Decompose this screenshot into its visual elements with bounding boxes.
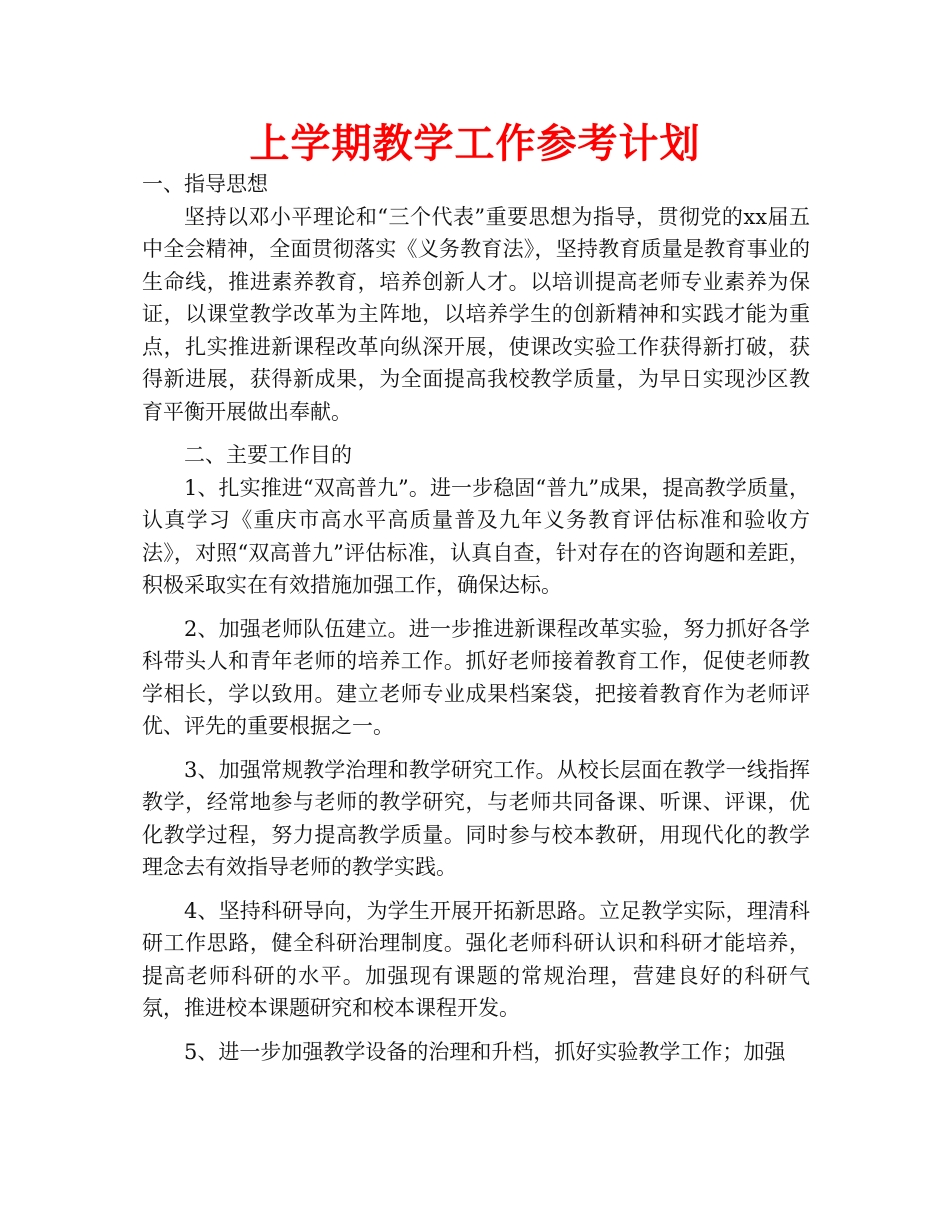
list-item-goal-5: 5、进一步加强教学设备的治理和升档，抓好实验教学工作；加强 [184, 1039, 786, 1064]
section-heading-guiding-thought: 一、指导思想 [142, 172, 268, 196]
list-item-goal-1: 1、扎实推进“双高普九”。进一步稳固“普九”成果，提高教学质量，认真学习《重庆市高水平高质量普及九年义务教育评估标准和验收方法》，对照“双高普九”评估标准，认真自查，针对存在的咨询题和差距，积极采取实在有效措施加强工作，确保达标。 [142, 475, 810, 597]
document-title: 上学期教学工作参考计划 [249, 120, 701, 167]
list-item-goal-3: 3、加强常规教学治理和教学研究工作。从校长层面在教学一线指挥教学，经常地参与老师的教学研究，与老师共同备课、听课、评课，优化教学过程，努力提高教学质量。同时参与校本教研，用现代化的教学理念去有效指导老师的教学实践。 [142, 757, 810, 879]
section-heading-main-goals: 二、主要工作目的 [184, 443, 352, 467]
list-item-goal-2: 2、加强老师队伍建立。进一步推进新课程改革实验，努力抓好各学科带头人和青年老师的培养工作。抓好老师接着教育工作，促使老师教学相长，学以致用。建立老师专业成果档案袋，把接着教育作为老师评优、评先的重要根据之一。 [142, 616, 810, 738]
paragraph-guiding-thought: 坚持以邓小平理论和“三个代表”重要思想为指导，贯彻党的xx届五中全会精神，全面贯彻落实《义务教育法》，坚持教育质量是教育事业的生命线，推进素养教育，培养创新人才。以培训提高老师专业素养为保证，以课堂教学改革为主阵地，以培养学生的创新精神和实践才能为重点，扎实推进新课程改革向纵深开展，使课改实验工作获得新打破，获得新进展，获得新成果，为全面提高我校教学质量，为早日实现沙区教育平衡开展做出奉献。 [142, 204, 810, 424]
list-item-goal-4: 4、坚持科研导向，为学生开展开拓新思路。立足教学实际，理清科研工作思路，健全科研治理制度。强化老师科研认识和科研才能培养，提高老师科研的水平。加强现有课题的常规治理，营建良好的科研气氛，推进校本课题研究和校本课程开发。 [142, 898, 810, 1020]
document-body [142, 168, 810, 1068]
